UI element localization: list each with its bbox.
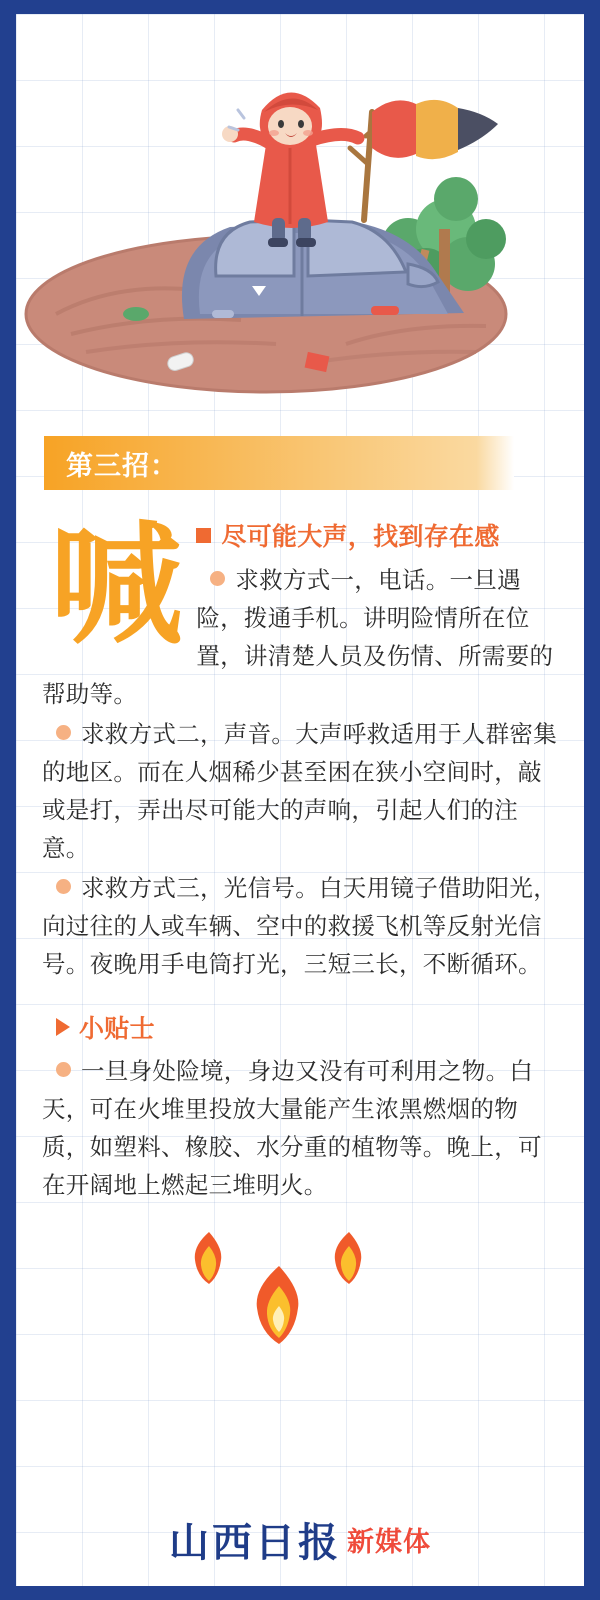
poster-sheet	[16, 14, 584, 1586]
step-label: 第三招：	[66, 450, 178, 481]
paragraph-3	[42, 869, 558, 983]
fire-icon	[326, 1230, 372, 1288]
paragraph-1-text: 求救方式一，电话。一旦遇险，拨通手机。讲明险情所在位置，讲清楚人员及伤情、所需要的帮助等。	[42, 566, 554, 707]
tips-title-text: 小贴士	[79, 1015, 155, 1044]
paragraph-2	[42, 715, 558, 867]
triangle-bullet-icon	[56, 1018, 70, 1036]
main-content	[42, 509, 558, 1206]
dot-bullet-icon	[56, 1062, 71, 1077]
paragraph-3-text: 求救方式三，光信号。白天用镜子借助阳光，向过往的人或车辆、空中的救援飞机等反射光信号。夜晚用手电筒打光，三短三长，不断循环。	[42, 875, 557, 978]
tips-title	[56, 1009, 558, 1050]
square-bullet-icon	[196, 528, 211, 543]
dot-bullet-icon	[56, 725, 71, 740]
flood-illustration-svg	[16, 14, 584, 414]
step-banner	[44, 436, 514, 490]
dot-bullet-icon	[210, 571, 225, 586]
fire-icon	[244, 1264, 314, 1348]
fire-decoration	[16, 1224, 584, 1344]
dot-bullet-icon	[56, 879, 71, 894]
footer-brand	[16, 1511, 584, 1568]
tips-paragraph-1	[42, 1052, 558, 1204]
brand-name: 山西日报	[169, 1519, 341, 1566]
fire-icon	[186, 1230, 232, 1288]
big-character: 喊	[50, 509, 183, 663]
brand-suffix: 新媒体	[347, 1527, 431, 1557]
headline-text: 尽可能大声，找到存在感	[221, 523, 500, 551]
illustration	[16, 14, 584, 414]
paragraph-2-text: 求救方式二，声音。大声呼救适用于人群密集的地区。而在人烟稀少甚至困在狭小空间时，敲或是打，弄出尽可能大的声响，引起人们的注意。	[42, 721, 557, 862]
tips-paragraph-1-text: 一旦身处险境，身边又没有可利用之物。白天，可在火堆里投放大量能产生浓黑燃烟的物质，如塑料、橡胶、水分重的植物等。晚上，可在开阔地上燃起三堆明火。	[42, 1057, 542, 1199]
